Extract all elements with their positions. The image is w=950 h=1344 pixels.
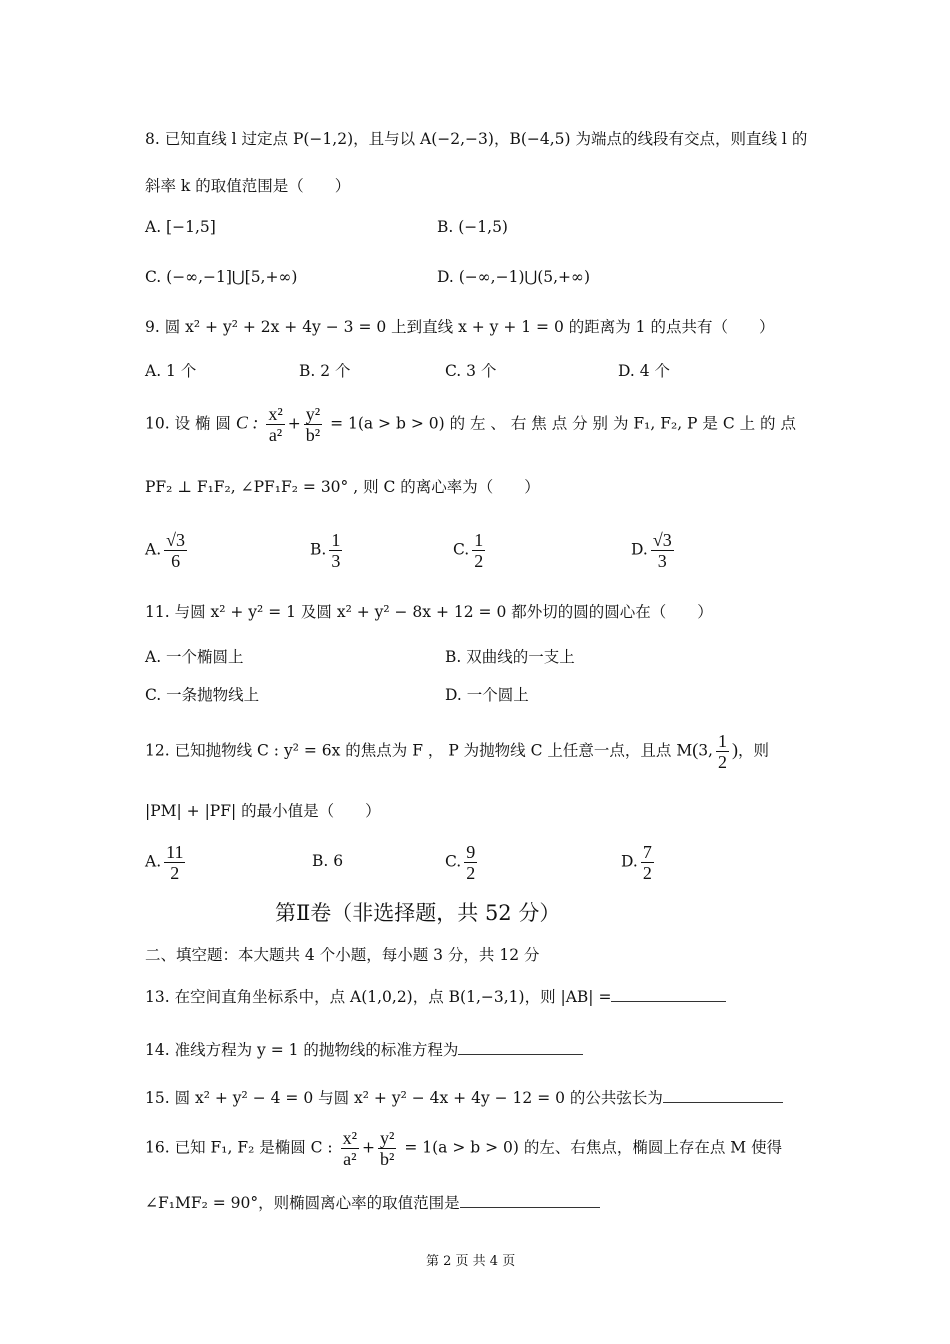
q15-answer-blank (663, 1088, 783, 1103)
q14-text: 14. 准线方程为 y = 1 的抛物线的标准方程为 (145, 1041, 459, 1059)
q16-text2: ∠F₁MF₂ = 90°，则椭圆离心率的取值范围是 (145, 1194, 460, 1212)
q11-option-b: B. 双曲线的一支上 (445, 648, 575, 666)
q16-answer-blank (460, 1193, 600, 1208)
q9-option-c: C. 3 个 (445, 362, 497, 380)
q10-option-a: A. $\frac{√3}{6}$ (145, 530, 186, 571)
q16-rest: = 1(a > b > 0) 的左、右焦点，椭圆上存在点 M 使得 (404, 1138, 783, 1157)
q12-option-c: C. $\frac{9}{2}$ (445, 842, 476, 883)
q12-line2: |PM| + |PF| 的最小值是（ ） (145, 802, 381, 820)
q12-option-b: B. 6 (312, 852, 344, 870)
q14-line (145, 1039, 583, 1061)
q16-prefix: 16. 已知 F₁, F₂ 是椭圆 C : (145, 1138, 333, 1157)
q15-line (145, 1087, 783, 1109)
q10-line1: 10. 设 椭 圆 C : $\frac{\text{x²}}{\text{a²}}$ + $\frac{\text{y²}}{\text{b²}}$ = 1(a > b > 0) 的 左 、 右 焦 点 分 别 为 F₁, F₂, P 是 C 上 的 点 (145, 404, 796, 445)
q11-text: 11. 与圆 x² + y² = 1 及圆 x² + y² − 8x + 12 = 0 都外切的圆的圆心在（ ） (145, 603, 713, 621)
q9-option-b: B. 2 个 (299, 362, 351, 380)
q8-option-c: C. (−∞,−1]⋃[5,+∞) (145, 268, 298, 286)
q10-c-label: C : (235, 412, 259, 433)
section-title: 第Ⅱ卷（非选择题，共 52 分） (275, 901, 561, 925)
q13-line (145, 986, 726, 1008)
q9-option-d: D. 4 个 (618, 362, 671, 380)
q11-option-d: D. 一个圆上 (445, 686, 529, 704)
q11-option-a: A. 一个椭圆上 (145, 648, 244, 666)
q13-text: 13. 在空间直角坐标系中，点 A(1,0,2)，点 B(1,−3,1)，则 |AB| = (145, 988, 612, 1006)
q8-option-d: D. (−∞,−1)⋃(5,+∞) (437, 268, 590, 286)
page-footer: 第 2 页 共 4 页 (426, 1254, 516, 1269)
q8-option-a: A. [−1,5] (145, 218, 216, 236)
q12-line1: 12. 已知抛物线 C : y² = 6x 的焦点为 F ， P 为抛物线 C 上任意一点，且点 M(3, $\frac{1}{2}$ )，则 (145, 731, 769, 772)
q8-line1: 8. 已知直线 l 过定点 P(−1,2)，且与以 A(−2,−3)，B(−4,5) 为端点的线段有交点，则直线 l 的 (145, 130, 808, 148)
ellipse-y-fraction: $\frac{\text{y²}}{\text{b²}}$ (305, 404, 321, 445)
q16-ellipse-x-fraction: $\frac{\text{x²}}{\text{a²}}$ (342, 1128, 358, 1169)
q10-prefix: 10. 设 椭 圆 (145, 414, 231, 433)
q10-option-c: C. $\frac{1}{2}$ (453, 530, 484, 571)
q12-m-fraction: $\frac{1}{2}$ (717, 731, 727, 772)
q12-text: 12. 已知抛物线 C : y² = 6x 的焦点为 F ， P 为抛物线 C 上任意一点，且点 M (145, 741, 693, 760)
q12-option-a: A. $\frac{11}{2}$ (145, 842, 184, 883)
q9-option-a: A. 1 个 (145, 362, 197, 380)
q11-option-c: C. 一条抛物线上 (145, 686, 260, 704)
q16-line2 (145, 1192, 600, 1214)
q16-line1: 16. 已知 F₁, F₂ 是椭圆 C : $\frac{\text{x²}}{\text{a²}}$ + $\frac{\text{y²}}{\text{b²}}$ = 1(a > b > 0) 的左、右焦点，椭圆上存在点 M 使得 (145, 1128, 783, 1169)
q13-answer-blank (611, 987, 726, 1002)
section-instruction: 二、填空题：本大题共 4 个小题，每小题 3 分，共 12 分 (145, 946, 540, 964)
q10-option-d: D. $\frac{√3}{3}$ (631, 530, 672, 571)
q14-answer-blank (458, 1040, 583, 1055)
q10-rest: = 1(a > b > 0) 的 左 、 右 焦 点 分 别 为 F₁, F₂, P 是 C 上 的 点 (330, 414, 796, 433)
q9-text: 9. 圆 x² + y² + 2x + 4y − 3 = 0 上到直线 x + y + 1 = 0 的距离为 1 的点共有（ ） (145, 318, 775, 336)
q10-option-b: B. $\frac{1}{3}$ (310, 530, 341, 571)
ellipse-x-fraction: $\frac{\text{x²}}{\text{a²}}$ (268, 404, 283, 445)
q15-text: 15. 圆 x² + y² − 4 = 0 与圆 x² + y² − 4x + 4y − 12 = 0 的公共弦长为 (145, 1089, 663, 1107)
q8-option-b: B. (−1,5) (437, 218, 508, 236)
q12-option-d: D. $\frac{7}{2}$ (621, 842, 652, 883)
q8-line2: 斜率 k 的取值范围是（ ） (145, 177, 351, 195)
q16-ellipse-y-fraction: $\frac{\text{y²}}{\text{b²}}$ (380, 1128, 395, 1169)
q10-line2: PF₂ ⊥ F₁F₂, ∠PF₁F₂ = 30° , 则 C 的离心率为（ ） (145, 478, 540, 496)
